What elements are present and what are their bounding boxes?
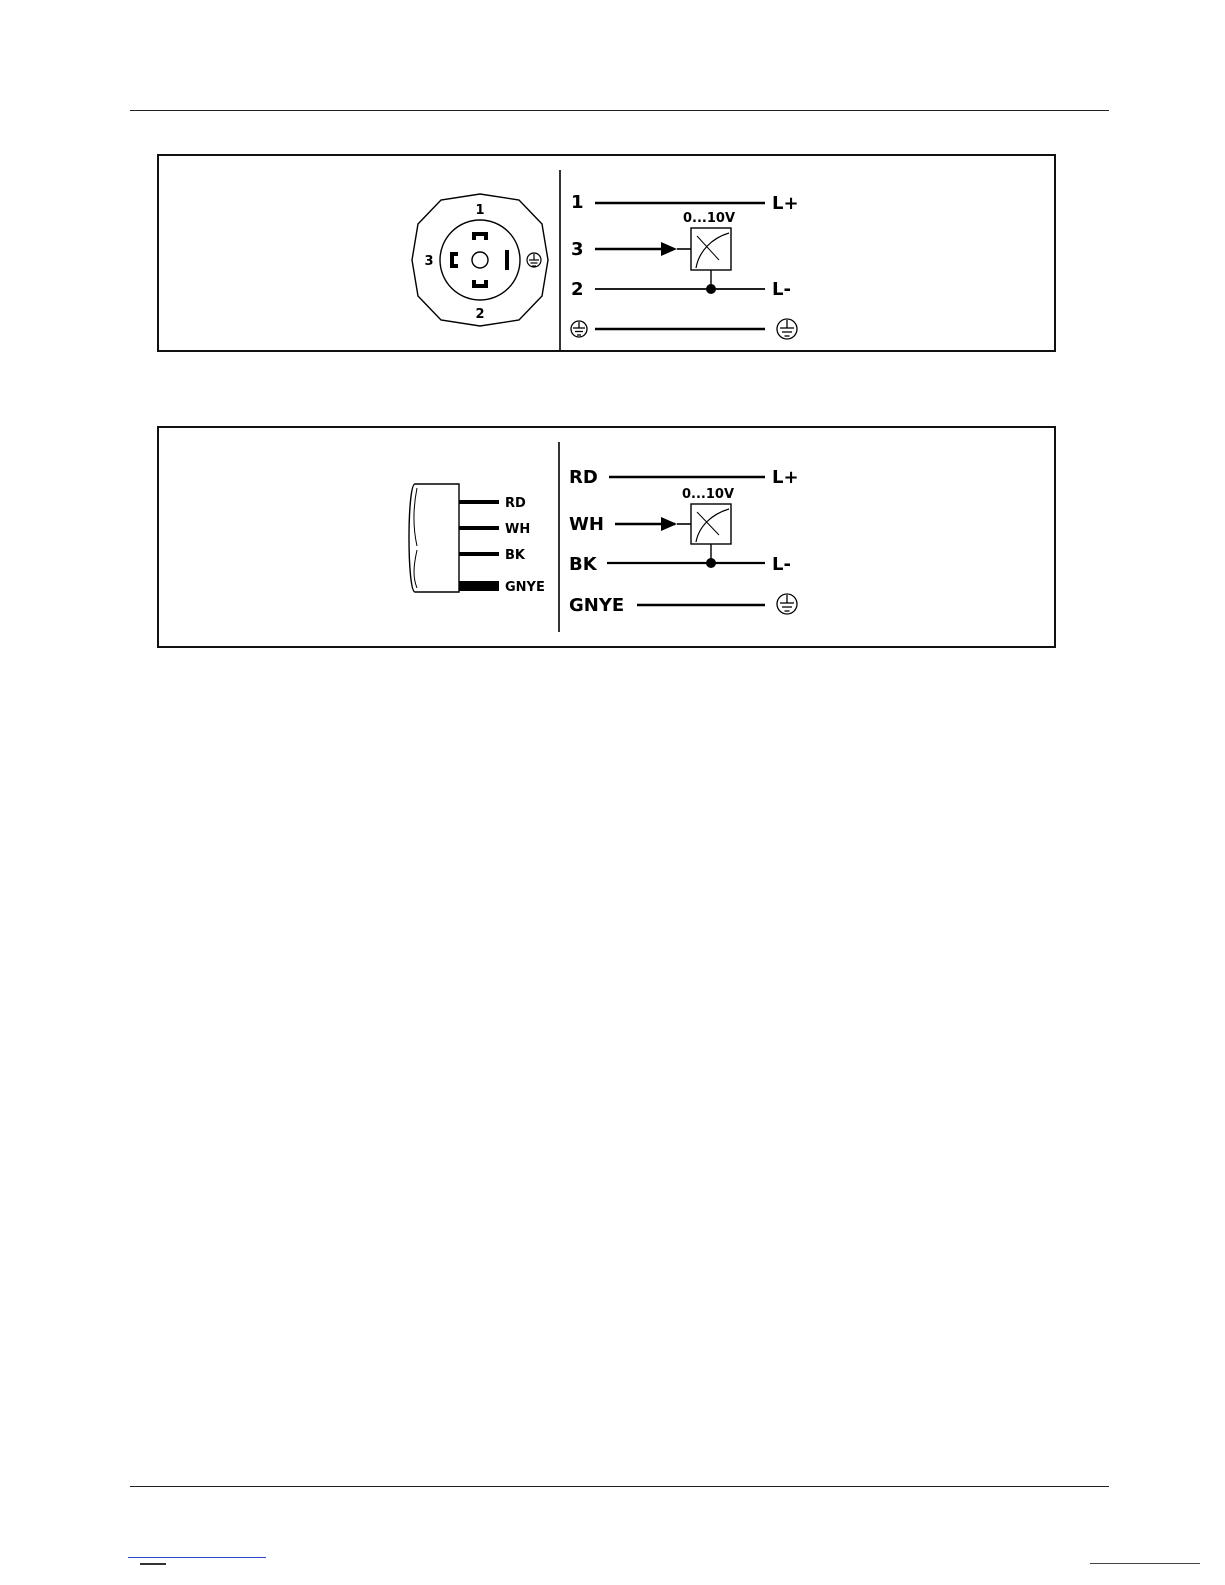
- center-pin: [472, 252, 488, 268]
- connector-wiring-panel: [157, 154, 1056, 352]
- row-1-left-label: 1: [571, 192, 584, 213]
- row-1-right-label: L+: [772, 467, 799, 488]
- row-3-left-label: 2: [571, 279, 584, 300]
- pin-label-2: 2: [475, 307, 485, 322]
- cable-wiring-svg: [159, 428, 1054, 646]
- earth-ground-icon: [777, 594, 797, 614]
- footer-line: [1090, 1563, 1200, 1564]
- signal-label: 0...10V: [682, 487, 735, 502]
- schematic: [571, 192, 799, 339]
- earth-ground-icon: [571, 321, 587, 337]
- connector-wiring-svg: [159, 156, 1054, 350]
- cable-wiring-panel: [157, 426, 1056, 648]
- row-3-left-label: BK: [569, 554, 597, 575]
- wire-label-gnye: GNYE: [505, 580, 545, 595]
- connector-contacts: [450, 232, 509, 288]
- row-1-left-label: RD: [569, 467, 598, 488]
- footer-link-underline: [128, 1557, 266, 1558]
- footer-rule: [130, 1486, 1109, 1487]
- row-4-left-label: GNYE: [569, 595, 625, 616]
- schematic: [569, 467, 799, 616]
- signal-label: 0...10V: [683, 211, 736, 226]
- wire-label-bk: BK: [505, 548, 525, 563]
- arrow-icon: [661, 242, 677, 256]
- cable-jacket: [409, 484, 459, 592]
- row-1-right-label: L+: [772, 193, 799, 214]
- row-3-right-label: L-: [772, 279, 791, 300]
- earth-ground-icon: [527, 253, 541, 267]
- wire-label-rd: RD: [505, 496, 526, 511]
- pin-label-3: 3: [424, 254, 434, 269]
- row-3-right-label: L-: [772, 554, 791, 575]
- earth-ground-icon: [777, 319, 797, 339]
- cable-end: [409, 484, 545, 595]
- pin-label-1: 1: [475, 203, 485, 218]
- row-2-left-label: 3: [571, 239, 584, 260]
- footer-mark: [140, 1563, 166, 1569]
- row-2-left-label: WH: [569, 514, 604, 535]
- header-rule: [130, 110, 1109, 111]
- contact-ground: [505, 250, 509, 270]
- arrow-icon: [661, 517, 677, 531]
- wire-label-wh: WH: [505, 522, 531, 537]
